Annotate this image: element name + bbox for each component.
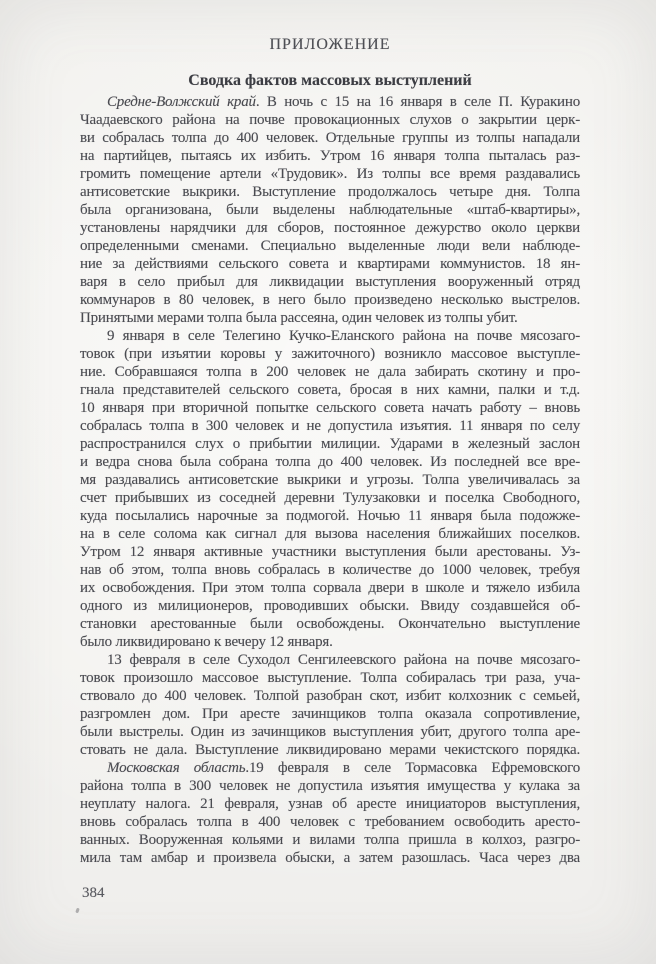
appendix-title: ПРИЛОЖЕНИЕ xyxy=(269,36,391,53)
text-line: стовать не дала. Выступление ликвидировано мерами чекистского порядка. xyxy=(80,742,580,758)
text-line: становки арестованные были освобождены. Окончательно выступление xyxy=(80,616,580,632)
text-line: была организована, были выделены наблюдательные «штаб-квартиры», xyxy=(80,202,580,218)
text-line: нав об этом, толпа вновь собралась в количестве до 1000 человек, требуя xyxy=(80,562,580,578)
region-name-italic: Средне-Волжский край xyxy=(107,94,256,110)
text-line: 10 января при вторичной попытке сельского совета начать работу – вновь xyxy=(80,400,580,416)
text-line: на партийцев, пытаясь их избить. Утром 16 января толпа пыталась раз- xyxy=(80,148,580,164)
text-line: куда посылались нарочные за подмогой. Ночью 11 января была подожже- xyxy=(80,508,580,524)
text-line: района толпа в 300 человек не допустила изъятия имущества у кулака за xyxy=(80,778,580,794)
text-line: мила там амбар и произвела обыски, а затем разошлась. Часа через два xyxy=(80,850,580,866)
text-line: неуплату налога. 21 февраля, узнав об аресте инициаторов выступления, xyxy=(80,796,580,812)
text-line: были выстрелы. Один из зачинщиков выступления убит, другого толпа аре- xyxy=(80,724,580,740)
document-body xyxy=(80,93,580,867)
text-line: гнала представителей сельского совета, бросая в них камни, палки и т.д. xyxy=(80,382,580,398)
paragraph xyxy=(80,759,580,867)
paragraph xyxy=(80,651,580,759)
text-line: было ликвидировано к вечеру 12 января. xyxy=(80,634,333,650)
page-number: 384 xyxy=(82,885,105,901)
text-line: Принятыми мерами толпа была рассеяна, один человек из толпы убит. xyxy=(80,310,518,326)
text-line: установлены нарядчики для сборов, постоянное дежурство около церкви xyxy=(80,220,580,236)
text-line: 9 января в селе Телегино Кучко-Еланского района на почве мясозаго- xyxy=(107,328,580,344)
text-line: ствовало до 400 человек. Толпой разобран скот, избит колхозник с семьей, xyxy=(80,688,580,704)
text-line: на в селе солома как сигнал для вызова населения ближайших поселков. xyxy=(80,526,580,542)
text-line: ванных. Вооруженная кольями и вилами толпа пришла в колхоз, разгро- xyxy=(80,832,580,848)
text-line: собралась толпа в 300 человек и не допустила изъятия. 11 января по селу xyxy=(80,418,580,434)
paragraph xyxy=(80,327,580,651)
text-line: разгромлен дом. При аресте зачинщиков толпа оказала сопротивление, xyxy=(80,706,580,722)
region-name-italic: Московская область xyxy=(107,760,246,776)
text-line: Утром 12 января активные участники выступления были арестованы. Уз- xyxy=(80,544,580,560)
text-line: товок произошло массовое выступление. Толпа собиралась три раза, уча- xyxy=(80,670,580,686)
text-line: ние за действиями сельского совета и квартирами коммунистов. 18 ян- xyxy=(80,256,580,272)
text-line: мя раздавались антисоветские выкрики и угрозы. Толпа увеличивалась за xyxy=(80,472,580,488)
text-line: коммунаров в 80 человек, в него было произведено несколько выстрелов. xyxy=(80,292,580,308)
text-line: определенными сменами. Специально выделенные люди вели наблюде- xyxy=(80,238,580,254)
text-line: варя в село прибыл для ликвидации выступления вооруженный отряд xyxy=(80,274,580,290)
text-line: громить помещение артели «Трудовик». Из толпы все время раздавались xyxy=(80,166,580,182)
text-line: Чаадаевского района на почве провокационных слухов о закрытии церк- xyxy=(80,112,580,128)
text-line: ви собралась толпа до 400 человек. Отдельные группы из толпы нападали xyxy=(80,130,580,146)
text-line: одного из милиционеров, проводивших обыски. Ввиду создавшейся об- xyxy=(80,598,580,614)
paragraph xyxy=(80,93,580,327)
text-line: Московская область.19 февраля в селе Тормасовка Ефремовского xyxy=(107,760,580,776)
text-line: их освобождения. При этом толпа сорвала двери в школе и тяжело избила xyxy=(80,580,580,596)
text-line: антисоветские выкрики. Выступление продолжалось четыре дня. Толпа xyxy=(80,184,580,200)
text-line: Средне-Волжский край. В ночь с 15 на 16 января в селе П. Куракино xyxy=(107,94,580,110)
text-line: товок (при изъятии коровы у зажиточного) возникло массовое выступле- xyxy=(80,346,580,362)
text-line: и ведра снова была собрана толпа до 400 человек. Из последней все вре- xyxy=(80,454,580,470)
scan-speck xyxy=(75,908,80,914)
text-line: ние. Собравшаяся толпа в 200 человек не дала забирать скотину и про- xyxy=(80,364,580,380)
document-heading: Сводка фактов массовых выступлений xyxy=(188,72,472,89)
text-line: счет прибывших из соседней деревни Тулузаковки и поселка Свободного, xyxy=(80,490,580,506)
text-line: вновь собралась толпа в 400 человек с требованием освободить аресто- xyxy=(80,814,580,830)
text-line: 13 февраля в селе Суходол Сенгилеевского района на почве мясозаго- xyxy=(107,652,580,668)
text-line: распространился слух о прибытии милиции. Ударами в железный заслон xyxy=(80,436,580,452)
